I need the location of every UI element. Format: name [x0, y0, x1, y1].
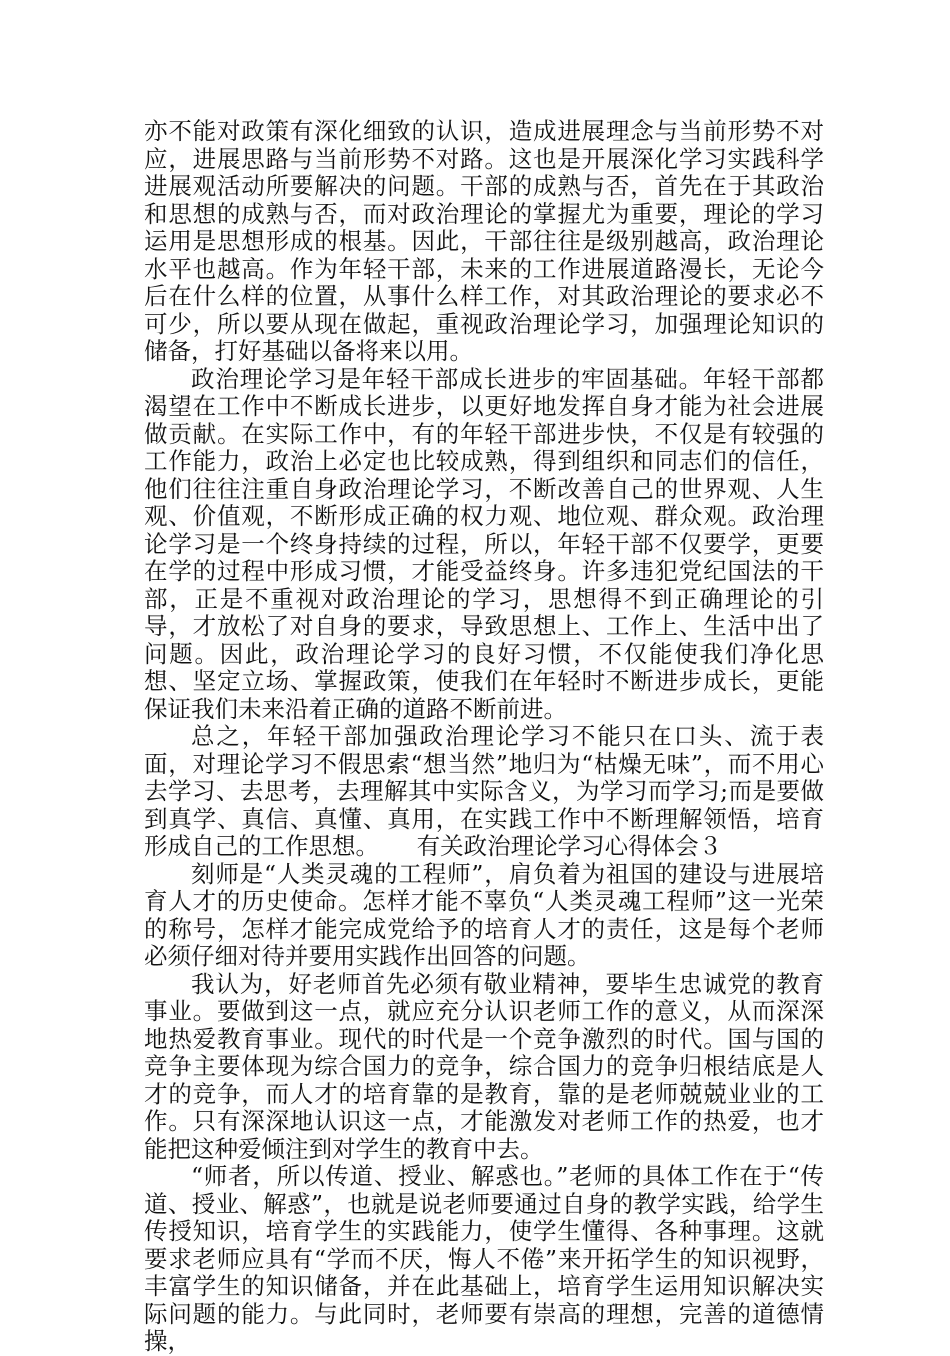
- paragraph-3-text: 总之，年轻干部加强政治理论学习不能只在口头、流于表面，对理论学习不假思索“想当然”地归为“枯燥无味”，而不用心去学习、去思考，去理解其中实际含义，为学习而学习;而是要做到真学、真信、真懂、真用，在实践工作中不断理解领悟，培育形成自己的工作思想。: [144, 722, 824, 860]
- paragraph-3: [144, 723, 824, 861]
- paragraph-5: 我认为，好老师首先必须有敬业精神，要毕生忠诚党的教育事业。要做到这一点，就应充分认识老师工作的意义，从而深深地热爱教育事业。现代的时代是一个竞争激烈的时代。国与国的竞争主要体现为综合国力的竞争，综合国力的竞争归根结底是人才的竞争，而人才的培育靠的是教育，靠的是老师兢兢业业的工作。只有深深地认识这一点，才能激发对老师工作的热爱，也才能把这种爱倾注到对学生的教育中去。: [144, 969, 824, 1163]
- document-page: [144, 118, 824, 1356]
- paragraph-2: 政治理论学习是年轻干部成长进步的牢固基础。年轻干部都渴望在工作中不断成长进步，以更好地发挥自身才能为社会进展做贡献。在实际工作中，有的年轻干部进步快，不仅是有较强的工作能力，政治上必定也比较成熟，得到组织和同志们的信任，他们往往注重自身政治理论学习，不断改善自己的世界观、人生观、价值观，不断形成正确的权力观、地位观、群众观。政治理论学习是一个终身持续的过程，所以，年轻干部不仅要学，更要在学的过程中形成习惯，才能受益终身。许多违犯党纪国法的干部，正是不重视对政治理论的学习，思想得不到正确理论的引导，才放松了对自身的要求，导致思想上、工作上、生活中出了问题。因此，政治理论学习的良好习惯，不仅能使我们净化思想、坚定立场、掌握政策，使我们在年轻时不断进步成长，更能保证我们未来沿着正确的道路不断前进。: [144, 364, 824, 723]
- paragraph-6: “师者，所以传道、授业、解惑也。”老师的具体工作在于“传道、授业、解惑”，也就是说老师要通过自身的教学实践，给学生传授知识，培育学生的实践能力，使学生懂得、各种事理。这就要求老师应具有“学而不厌，悔人不倦”来开拓学生的知识视野，丰富学生的知识储备，并在此基础上，培育学生运用知识解决实际问题的能力。与此同时，老师要有崇高的理想，完善的道德情操，: [144, 1162, 824, 1355]
- section-heading: 有关政治理论学习心得体会３: [416, 832, 723, 860]
- paragraph-4: 刻师是“人类灵魂的工程师”，肩负着为祖国的建设与进展培育人才的历史使命。怎样才能不辜负“人类灵魂工程师”这一光荣的称号，怎样才能完成党给予的培育人才的责任，这是每个老师必须仔细对待并要用实践作出回答的问题。: [144, 859, 824, 970]
- paragraph-1: 亦不能对政策有深化细致的认识，造成进展理念与当前形势不对应，进展思路与当前形势不对路。这也是开展深化学习实践科学进展观活动所要解决的问题。干部的成熟与否，首先在于其政治和思想的成熟与否，而对政治理论的掌握尤为重要，理论的学习运用是思想形成的根基。因此，干部往往是级别越高，政治理论水平也越高。作为年轻干部，未来的工作进展道路漫长，无论今后在什么样的位置，从事什么样工作，对其政治理论的要求必不可少，所以要从现在做起，重视政治理论学习，加强理论知识的储备，打好基础以备将来以用。: [144, 117, 824, 365]
